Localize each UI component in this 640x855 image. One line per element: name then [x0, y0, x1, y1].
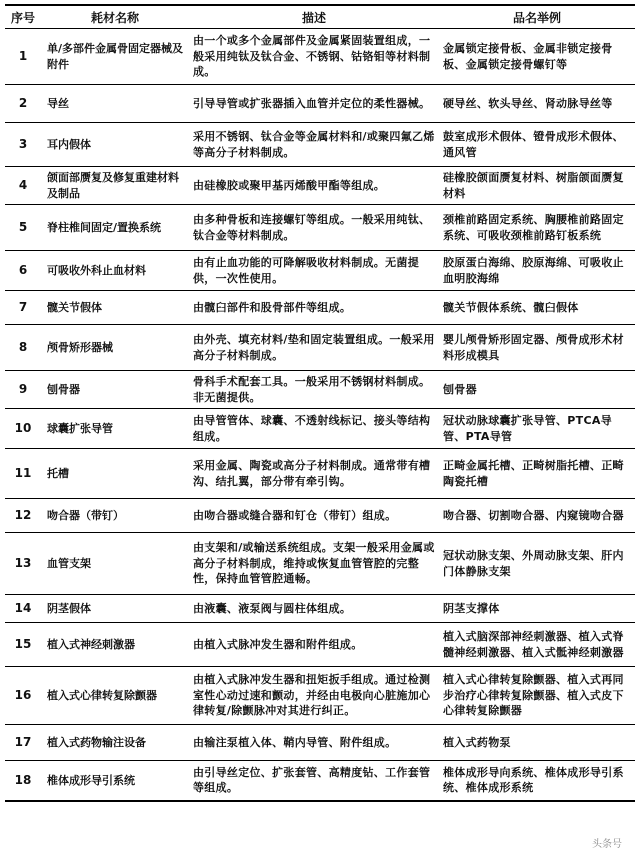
row-description: 由植入式脉冲发生器和扭矩扳手组成。通过检测室性心动过速和颤动，并经由电极向心脏施加心律转复/除颤脉冲对其进行纠正。	[189, 667, 439, 725]
row-number: 18	[5, 761, 41, 801]
row-description: 骨科手术配套工具。一般采用不锈钢材料制成。非无菌提供。	[189, 371, 439, 409]
row-number: 17	[5, 725, 41, 761]
row-name: 托槽	[41, 449, 189, 499]
row-number: 14	[5, 595, 41, 623]
row-description: 由输注泵植入体、鞘内导管、附件组成。	[189, 725, 439, 761]
row-number: 11	[5, 449, 41, 499]
row-description: 由多种骨板和连接螺钉等组成。一般采用纯钛、钛合金等材料制成。	[189, 205, 439, 251]
row-number: 9	[5, 371, 41, 409]
row-name: 单/多部件金属骨固定器械及附件	[41, 29, 189, 85]
row-description: 由液囊、液泵阀与圆柱体组成。	[189, 595, 439, 623]
row-name: 耳内假体	[41, 123, 189, 167]
row-description: 由髋臼部件和股骨部件等组成。	[189, 291, 439, 325]
table-row	[5, 533, 635, 595]
header-examples: 品名举例	[439, 5, 635, 29]
row-name: 血管支架	[41, 533, 189, 595]
row-examples: 正畸金属托槽、正畸树脂托槽、正畸陶瓷托槽	[439, 449, 635, 499]
table-row	[5, 291, 635, 325]
row-number: 6	[5, 251, 41, 291]
table-row	[5, 85, 635, 123]
table-row	[5, 123, 635, 167]
row-number: 16	[5, 667, 41, 725]
row-description: 由一个或多个金属部件及金属紧固装置组成，一般采用纯钛及钛合金、不锈钢、钴铬钼等材料制成。	[189, 29, 439, 85]
table-row	[5, 205, 635, 251]
row-description: 由植入式脉冲发生器和附件组成。	[189, 623, 439, 667]
table-row	[5, 623, 635, 667]
table-row	[5, 499, 635, 533]
row-name: 植入式神经刺激器	[41, 623, 189, 667]
row-examples: 阴茎支撑体	[439, 595, 635, 623]
row-examples: 植入式心律转复除颤器、植入式再同步治疗心律转复除颤器、植入式皮下心律转复除颤器	[439, 667, 635, 725]
table-row	[5, 325, 635, 371]
row-number: 3	[5, 123, 41, 167]
row-name: 植入式药物输注设备	[41, 725, 189, 761]
row-name: 脊柱椎间固定/置换系统	[41, 205, 189, 251]
row-name: 可吸收外科止血材料	[41, 251, 189, 291]
header-name: 耗材名称	[41, 5, 189, 29]
row-number: 7	[5, 291, 41, 325]
row-examples: 冠状动脉支架、外周动脉支架、肝内门体静脉支架	[439, 533, 635, 595]
row-number: 12	[5, 499, 41, 533]
table-row	[5, 251, 635, 291]
row-number: 2	[5, 85, 41, 123]
row-number: 5	[5, 205, 41, 251]
row-examples: 鼓室成形术假体、镫骨成形术假体、通风管	[439, 123, 635, 167]
row-examples: 金属锁定接骨板、金属非锁定接骨板、金属锁定接骨螺钉等	[439, 29, 635, 85]
row-description: 引导导管或扩张器插入血管并定位的柔性器械。	[189, 85, 439, 123]
table-row	[5, 371, 635, 409]
row-description: 由有止血功能的可降解吸收材料制成。无菌提供，一次性使用。	[189, 251, 439, 291]
row-name: 植入式心律转复除颤器	[41, 667, 189, 725]
row-number: 10	[5, 409, 41, 449]
table-row	[5, 595, 635, 623]
header-no: 序号	[5, 5, 41, 29]
row-examples: 刨骨器	[439, 371, 635, 409]
table-row	[5, 449, 635, 499]
table-row	[5, 761, 635, 801]
row-description: 采用不锈钢、钛合金等金属材料和/或聚四氟乙烯等高分子材料制成。	[189, 123, 439, 167]
row-name: 球囊扩张导管	[41, 409, 189, 449]
row-name: 导丝	[41, 85, 189, 123]
row-description: 由吻合器或缝合器和钉仓（带钉）组成。	[189, 499, 439, 533]
row-examples: 胶原蛋白海绵、胶原海绵、可吸收止血明胶海绵	[439, 251, 635, 291]
row-examples: 髋关节假体系统、髋臼假体	[439, 291, 635, 325]
row-number: 1	[5, 29, 41, 85]
row-description: 由导管管体、球囊、不透射线标记、接头等结构组成。	[189, 409, 439, 449]
row-name: 颅骨矫形器械	[41, 325, 189, 371]
row-description: 由硅橡胶或聚甲基丙烯酸甲酯等组成。	[189, 167, 439, 205]
table-row	[5, 725, 635, 761]
row-description: 由外壳、填充材料/垫和固定装置组成。一般采用高分子材料制成。	[189, 325, 439, 371]
row-number: 8	[5, 325, 41, 371]
table-row	[5, 29, 635, 85]
row-number: 15	[5, 623, 41, 667]
row-description: 采用金属、陶瓷或高分子材料制成。通常带有槽沟、结扎翼，部分带有牵引钩。	[189, 449, 439, 499]
row-name: 颌面部赝复及修复重建材料及制品	[41, 167, 189, 205]
row-examples: 椎体成形导向系统、椎体成形导引系统、椎体成形系统	[439, 761, 635, 801]
row-examples: 植入式药物泵	[439, 725, 635, 761]
header-row	[5, 5, 635, 29]
table-row	[5, 167, 635, 205]
row-examples: 植入式脑深部神经刺激器、植入式脊髓神经刺激器、植入式骶神经刺激器	[439, 623, 635, 667]
row-examples: 硅橡胶颌面赝复材料、树脂颌面赝复材料	[439, 167, 635, 205]
row-name: 吻合器（带钉）	[41, 499, 189, 533]
table-row	[5, 667, 635, 725]
row-description: 由引导丝定位、扩张套管、高精度钻、工作套管等组成。	[189, 761, 439, 801]
consumables-table	[5, 4, 635, 802]
row-number: 13	[5, 533, 41, 595]
row-description: 由支架和/或输送系统组成。支架一般采用金属或高分子材料制成，维持或恢复血管管腔的完整性，保持血管管腔通畅。	[189, 533, 439, 595]
row-examples: 冠状动脉球囊扩张导管、PTCA导管、PTA导管	[439, 409, 635, 449]
row-examples: 颈椎前路固定系统、胸腰椎前路固定系统、可吸收颈椎前路钉板系统	[439, 205, 635, 251]
row-examples: 硬导丝、软头导丝、肾动脉导丝等	[439, 85, 635, 123]
header-desc: 描述	[189, 5, 439, 29]
watermark: 头条号	[588, 834, 626, 851]
row-name: 椎体成形导引系统	[41, 761, 189, 801]
row-number: 4	[5, 167, 41, 205]
table-row	[5, 409, 635, 449]
row-name: 髋关节假体	[41, 291, 189, 325]
row-examples: 吻合器、切割吻合器、内窥镜吻合器	[439, 499, 635, 533]
row-examples: 婴儿颅骨矫形固定器、颅骨成形术材料形成模具	[439, 325, 635, 371]
row-name: 阴茎假体	[41, 595, 189, 623]
row-name: 刨骨器	[41, 371, 189, 409]
